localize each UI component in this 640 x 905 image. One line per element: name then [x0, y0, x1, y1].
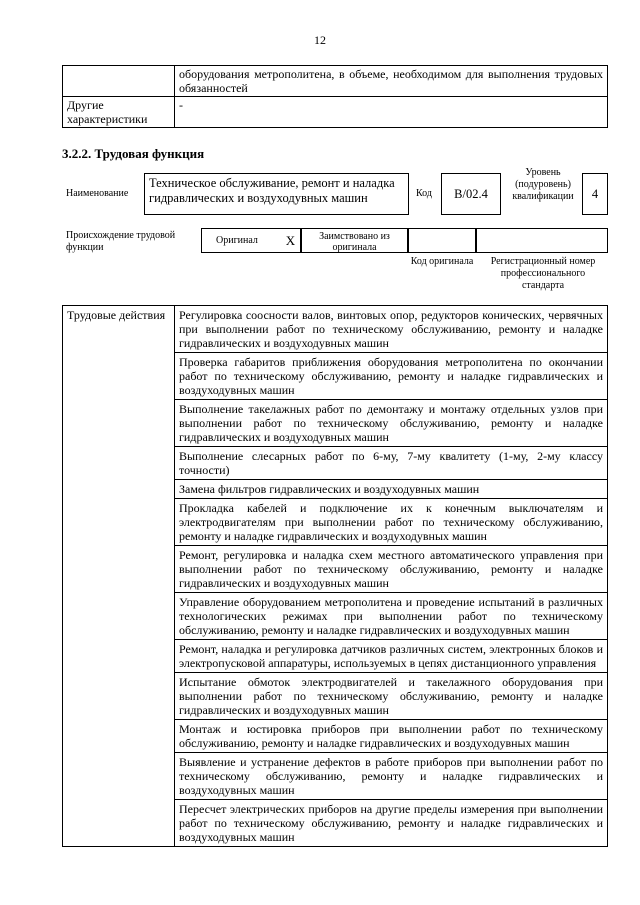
labor-action-item: Выявление и устранение дефектов в работе приборов при выполнении работ по техническому обслуживанию, ремонту и наладке гидравлических и воздуходувных машин: [175, 753, 608, 800]
labor-action-item: Проверка габаритов приближения оборудования метрополитена по окончании работ по техническому обслуживанию, ремонту и наладке гидравлических и воздуходувных машин: [175, 353, 608, 400]
borrowed-label: Заимствовано из оригинала: [319, 231, 390, 253]
section-title: 3.2.2. Трудовая функция: [62, 146, 205, 161]
code-label: Код: [416, 188, 432, 199]
other-characteristics-value: -: [175, 97, 608, 128]
labor-action-item: Выполнение такелажных работ по демонтажу и монтажу отдельных узлов при выполнении работ по техническому обслуживанию, ремонту и наладке гидравлических и воздуходувных машин: [175, 400, 608, 447]
labor-actions-table: [62, 305, 608, 847]
page-number: 12: [314, 33, 326, 47]
table-cell-empty: [63, 66, 175, 97]
requirements-table-continuation: [62, 65, 608, 128]
labor-action-item: Испытание обмоток электродвигателей и такелажного оборудования при выполнении работ по техническому обслуживанию, ремонту и наладке гидравлических и воздуходувных машин: [175, 673, 608, 720]
table-row: [63, 97, 608, 128]
labor-action-item: Управление оборудованием метрополитена и проведение испытаний в различных технологических режимах при выполнении работ по техническому обслуживанию, ремонту и наладке гидравлических и воздуходувных машин: [175, 593, 608, 640]
table-row: [63, 306, 608, 353]
registration-number-cell: [476, 228, 608, 253]
labor-action-item: Замена фильтров гидравлических и воздуходувных машин: [175, 480, 608, 499]
original-cell: [201, 228, 301, 253]
other-characteristics-label: Другие характеристики: [63, 97, 175, 128]
origin-label: Происхождение трудовой функции: [66, 230, 176, 253]
labor-action-item: Монтаж и юстировка приборов при выполнении работ по техническому обслуживанию, ремонту и наладке гидравлических и воздуходувных машин: [175, 720, 608, 753]
registration-number-label: Регистрационный номер профессионального стандарта: [490, 256, 596, 291]
labor-actions-label: Трудовые действия: [63, 306, 175, 847]
labor-action-item: Ремонт, регулировка и наладка схем местного автоматического управления при выполнении работ по техническому обслуживанию, ремонту и наладке гидравлических и воздуходувных машин: [175, 546, 608, 593]
qualification-level-label: Уровень (подуровень) квалификации: [512, 167, 574, 202]
original-code-label: Код оригинала: [410, 256, 474, 267]
name-label: Наименование: [66, 188, 129, 199]
labor-action-item: Выполнение слесарных работ по 6-му, 7-му квалитету (1-му, 2-му классу точности): [175, 447, 608, 480]
borrowed-cell: [301, 228, 408, 253]
labor-action-item: Регулировка соосности валов, винтовых опор, редукторов конических, червячных при выполнении работ по техническому обслуживанию, ремонту и наладке гидравлических и воздуходувных машин: [175, 306, 608, 353]
labor-action-item: Прокладка кабелей и подключение их к конечным выключателям и электродвигателям при выполнении работ по техническому обслуживанию, ремонту и наладке гидравлических и воздуходувных машин: [175, 499, 608, 546]
original-mark: X: [285, 232, 296, 248]
original-label: Оригинал: [216, 235, 258, 246]
function-name-field: Техническое обслуживание, ремонт и наладка гидравлических и воздуходувных машин: [144, 173, 409, 215]
labor-action-item: Ремонт, наладка и регулировка датчиков различных систем, электронных блоков и электропусковой аппаратуры, используемых в цепях дистанционного управления: [175, 640, 608, 673]
labor-action-item: Пересчет электрических приборов на другие пределы измерения при выполнении работ по техническому обслуживанию, ремонту и наладке гидравлических и воздуходувных машин: [175, 800, 608, 847]
table-cell: оборудования метрополитена, в объеме, необходимом для выполнения трудовых обязанностей: [175, 66, 608, 97]
original-code-cell: [408, 228, 476, 253]
function-code-field: B/02.4: [441, 173, 501, 215]
qualification-level-field: 4: [582, 173, 608, 215]
table-row: [63, 66, 608, 97]
